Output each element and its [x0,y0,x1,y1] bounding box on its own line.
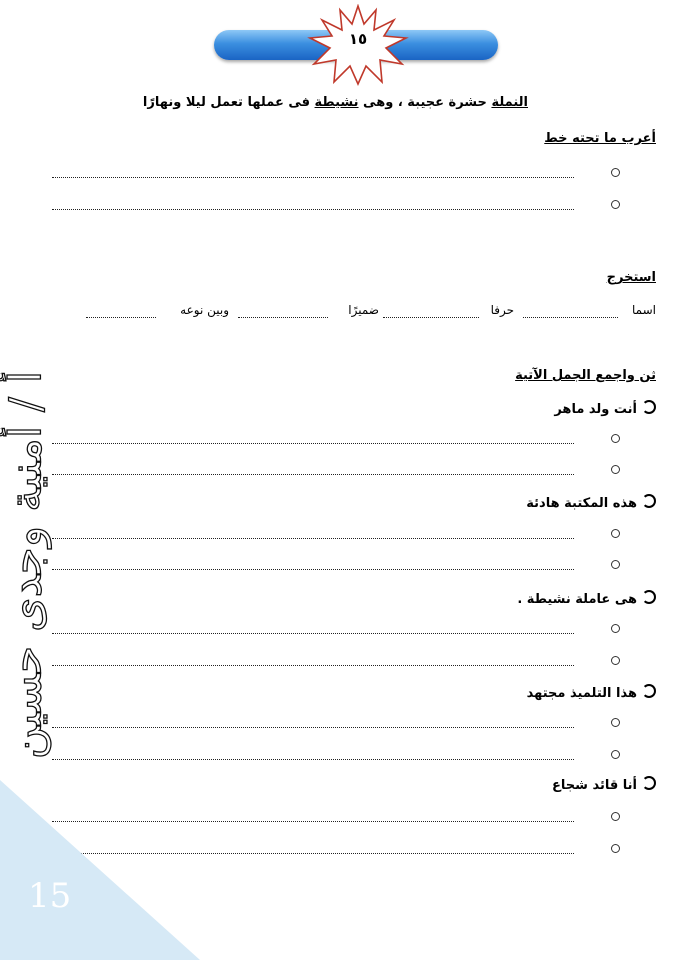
bullet-circle [611,844,620,853]
extract-letter-blank[interactable] [383,317,479,318]
sentence-text: هى عاملة نشيطة . [517,592,637,607]
extract-pronoun-label: ضميرًا [348,303,379,317]
bullet-circle [611,718,620,727]
extract-pronoun-blank[interactable] [238,317,328,318]
extract-heading: استخرج [606,270,656,285]
corner-triangle-decoration [0,740,200,960]
answer-line[interactable] [52,209,574,210]
answer-line[interactable] [52,665,574,666]
bullet-arrow-icon [642,400,656,414]
sentence-item [517,590,656,607]
answer-line[interactable] [52,177,574,178]
answer-line[interactable] [52,569,574,570]
intro-sentence [143,95,528,110]
answer-line[interactable] [52,538,574,539]
bullet-circle [611,200,620,209]
intro-end: فى عملها تعمل ليلا ونهارًا [142,95,315,110]
extract-type-blank[interactable] [86,317,156,318]
intro-middle: حشرة عجيبة ، وهى [358,95,492,110]
extract-type-label: وبين نوعه [180,303,229,317]
bullet-circle [611,656,620,665]
plural-heading: ثن واجمع الجمل الآتية [515,368,656,383]
extract-noun-blank[interactable] [523,317,618,318]
answer-line[interactable] [52,474,574,475]
bullet-circle [611,812,620,821]
sentence-item [527,684,656,701]
intro-word-ant: النملة [491,95,528,110]
bullet-circle [611,168,620,177]
watermark-text: أ / أمنية وجدى حسين [0,370,52,760]
intro-word-active: نشيطة [314,95,359,110]
answer-line[interactable] [52,633,574,634]
sentence-text: أنا قائد شجاع [552,778,637,793]
bullet-circle [611,624,620,633]
answer-line[interactable] [52,443,574,444]
lesson-number: ١٥ [348,30,368,48]
bullet-arrow-icon [642,684,656,698]
sentence-text: هذا التلميذ مجتهد [526,686,637,701]
sentence-text: أنت ولد ماهر [554,402,637,417]
bullet-circle [611,434,620,443]
bullet-arrow-icon [642,590,656,604]
sentence-item [554,400,656,417]
bullet-circle [611,529,620,538]
sentence-item [526,494,656,511]
extract-noun-label: اسما [632,303,656,317]
parse-heading: أعرب ما تحته خط [544,131,656,146]
bullet-arrow-icon [642,776,656,790]
bullet-circle [611,750,620,759]
extract-letter-label: حرفا [490,303,514,317]
answer-line[interactable] [52,727,574,728]
author-watermark [0,355,52,775]
bullet-circle [611,560,620,569]
sentence-item [552,776,656,793]
sentence-text: هذه المكتبة هادئة [526,496,637,511]
bullet-circle [611,465,620,474]
page-number: 15 [28,876,72,916]
bullet-arrow-icon [642,494,656,508]
